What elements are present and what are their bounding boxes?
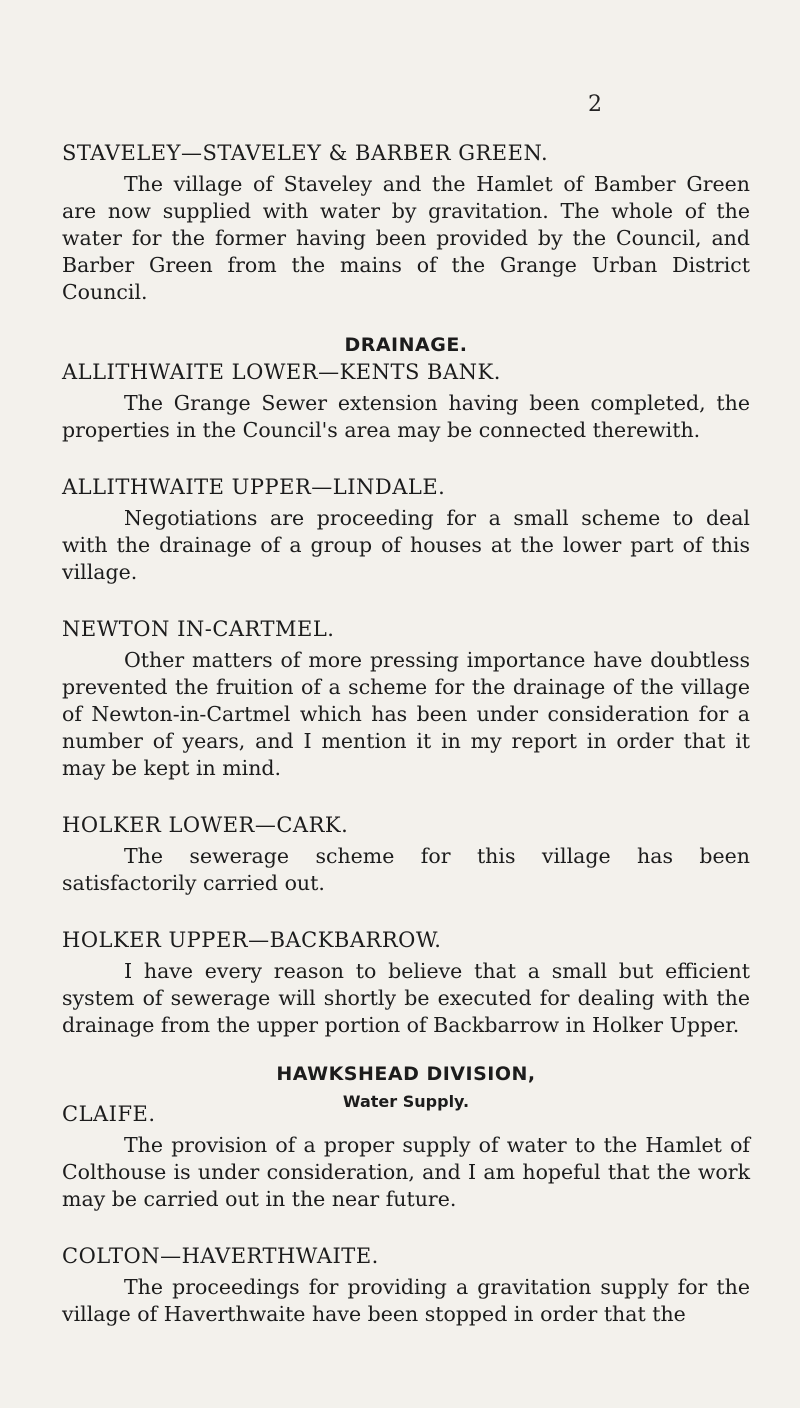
section-paragraph: The sewerage scheme for this village has been satisfactorily carried out. [62, 844, 750, 895]
section-heading: ALLITHWAITE LOWER—KENTS BANK. [62, 360, 501, 384]
hawkshead-division-title: HAWKSHEAD DIVISION, [276, 1063, 536, 1085]
section-heading: ALLITHWAITE UPPER—LINDALE. [62, 475, 446, 499]
drainage-title: DRAINAGE. [344, 334, 468, 356]
section-holker-lower [62, 812, 750, 897]
section-paragraph: Other matters of more pressing importance have doubtless prevented the fruition of a scheme for the drainage of the village of Newton-in-Cartmel which has been under consideration for a number of years, and I mention it in my report in order that it may be kept in mind. [62, 648, 750, 780]
section-heading: CLAIFE. [62, 1102, 156, 1126]
section-paragraph: Negotiations are proceeding for a small scheme to deal with the drainage of a group of houses at the lower part of this village. [62, 506, 750, 584]
section-heading: COLTON—HAVERTHWAITE. [62, 1244, 379, 1268]
section-newton [62, 616, 750, 782]
section-heading: STAVELEY—STAVELEY & BARBER GREEN. [62, 141, 549, 165]
section-heading: HOLKER UPPER—BACKBARROW. [62, 928, 442, 952]
section-paragraph: The proceedings for providing a gravitation supply for the village of Haverthwaite have been stopped in order that the [62, 1275, 750, 1326]
section-claife [62, 1101, 750, 1213]
water-supply-subtitle: Water Supply. [342, 1092, 470, 1111]
section-allithwaite-upper [62, 474, 750, 586]
section-paragraph: I have every reason to believe that a small but efficient system of sewerage will shortly be executed for dealing with the drainage from the upper portion of Backbarrow in Holker Upper. [62, 959, 750, 1037]
section-staveley [62, 140, 750, 306]
section-paragraph: The provision of a proper supply of water to the Hamlet of Colthouse is under consideration, and I am hopeful that the work may be carried out in the near future. [62, 1133, 750, 1211]
page-number: 2 [588, 92, 602, 117]
section-paragraph: The village of Staveley and the Hamlet of Bamber Green are now supplied with water by gravitation. The whole of the water for the former having been provided by the Council, and Barber Green from the mains of the Grange Urban District Council. [62, 172, 750, 304]
section-holker-upper [62, 927, 750, 1039]
section-allithwaite-lower [62, 359, 750, 444]
section-heading: HOLKER LOWER—CARK. [62, 813, 349, 837]
document-body [62, 140, 750, 1358]
section-heading: NEWTON IN-CARTMEL. [62, 617, 335, 641]
section-paragraph: The Grange Sewer extension having been completed, the properties in the Council's area may be connected therewith. [62, 391, 750, 442]
section-colton [62, 1243, 750, 1328]
